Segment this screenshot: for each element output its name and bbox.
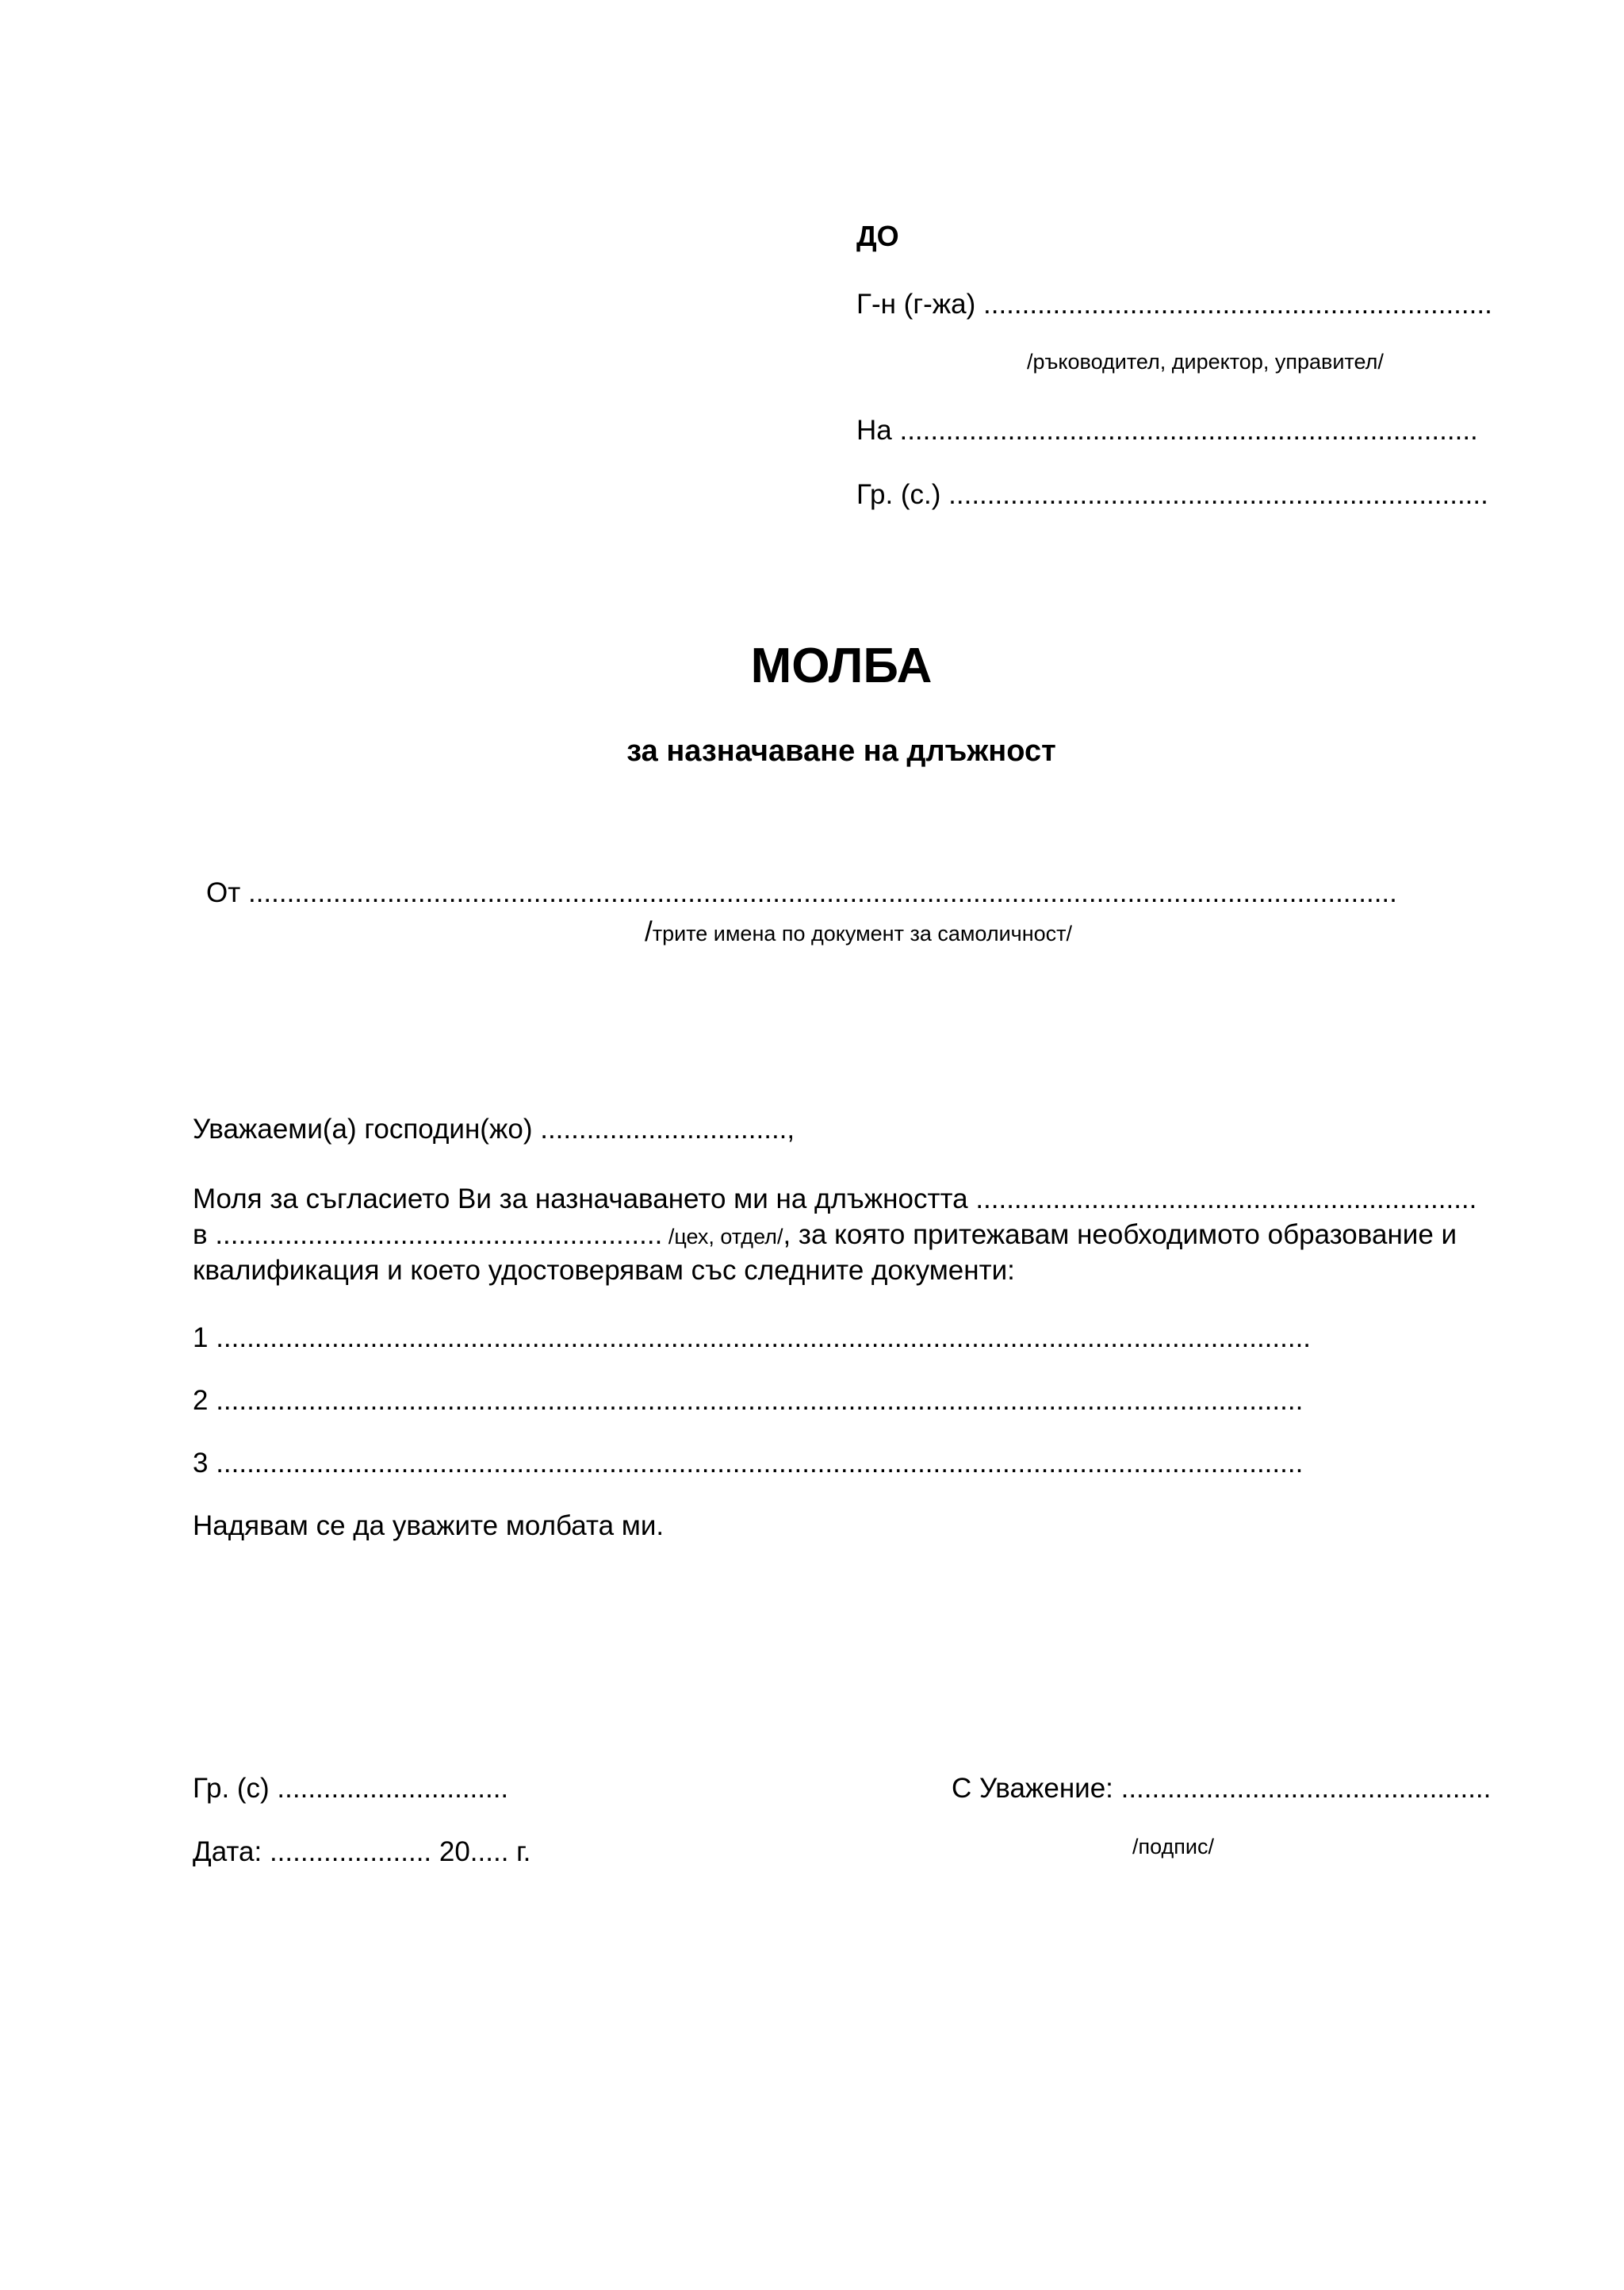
sender-name-hint bbox=[645, 918, 1072, 946]
sender-hint-slash: / bbox=[645, 916, 653, 947]
footer-city-field[interactable]: Гр. (с) .............................. bbox=[193, 1773, 509, 1804]
sender-name-field[interactable]: От ..................................................................................................................................................... bbox=[206, 877, 1397, 908]
request-department-line[interactable] bbox=[193, 1221, 1457, 1249]
signature-hint: /подпис/ bbox=[1132, 1835, 1215, 1858]
document-subtitle: за назначаване на длъжност bbox=[626, 735, 1056, 768]
document-field-1[interactable]: 1 .............................................................................................................................................. bbox=[193, 1322, 1312, 1353]
department-hint: /цех, отдел/ bbox=[662, 1225, 783, 1249]
document-field-3[interactable]: 3 ............................................................................................................................................. bbox=[193, 1448, 1304, 1479]
addressee-role-hint: /ръководител, директор, управител/ bbox=[1027, 350, 1384, 374]
closing-line: Надявам се да уважите молбата ми. bbox=[193, 1510, 665, 1541]
department-field[interactable]: в .......................................................... bbox=[193, 1219, 663, 1250]
addressee-city-field[interactable]: Гр. (с.) ...................................................................... bbox=[856, 479, 1488, 510]
salutation-line[interactable]: Уважаеми(а) господин(жо) ................................, bbox=[193, 1114, 795, 1145]
addressee-name-field[interactable]: Г-н (г-жа) .................................................................. bbox=[856, 289, 1492, 320]
sender-hint-text: трите имена по документ за самоличност/ bbox=[652, 922, 1073, 946]
addressee-organization-field[interactable]: На ........................................................................... bbox=[856, 415, 1478, 446]
footer-date-field[interactable]: Дата: ..................... 20..... г. bbox=[193, 1836, 531, 1867]
document-field-2[interactable]: 2 ............................................................................................................................................. bbox=[193, 1385, 1304, 1416]
addressee-heading: ДО bbox=[856, 220, 899, 252]
document-title: МОЛБА bbox=[750, 639, 933, 693]
qualification-text: , за която притежавам необходимото образование и bbox=[783, 1219, 1457, 1250]
request-documents-intro: квалификация и което удостоверявам със следните документи: bbox=[193, 1255, 1015, 1286]
request-position-line[interactable]: Моля за съгласието Ви за назначаването ми на длъжността ................................................................. bbox=[193, 1183, 1477, 1214]
signature-field[interactable]: С Уважение: ................................................ bbox=[952, 1773, 1492, 1804]
